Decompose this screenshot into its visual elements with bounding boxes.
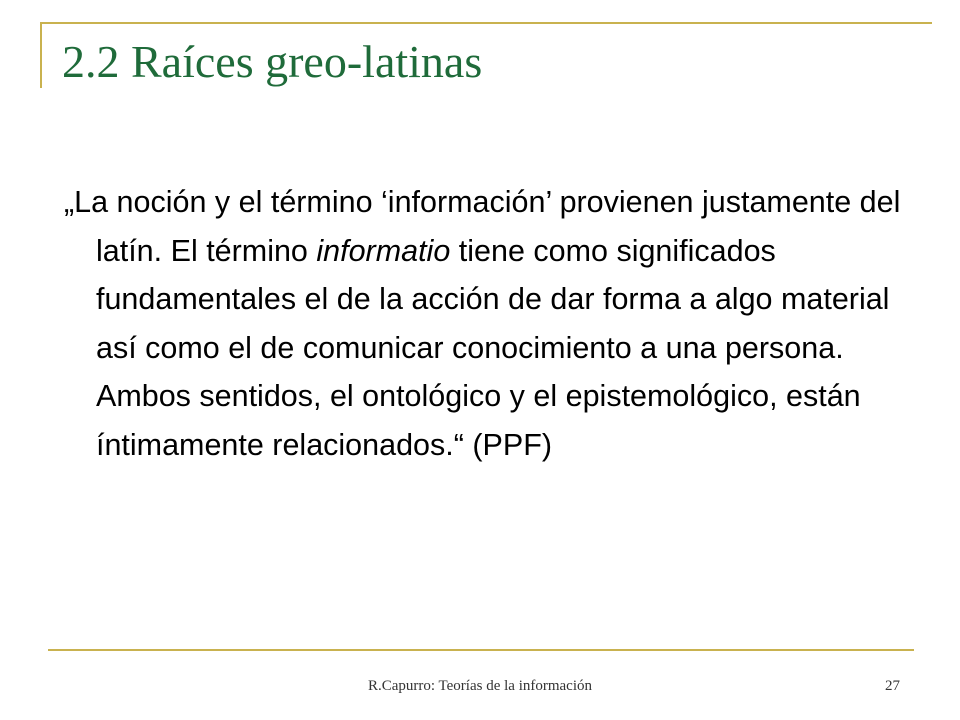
quote-text-end: tiene como significados fundamentales el de la acción de dar forma a algo material así como el de comunicar conocimiento a una persona. Ambos sentidos, el ontológico y el epistemológico, están íntimamente relacionados.“ (PPF) [96,233,890,462]
slide-title: 2.2 Raíces greo-latinas [62,36,483,87]
quote-emphasis: informatio [316,233,451,268]
quote-text-start: „La noción y el término ‘información’ provienen justamente del latín. El término [64,185,901,268]
top-rule [40,22,932,24]
page-number: 27 [885,678,900,694]
footer-text: R.Capurro: Teorías de la información [367,678,593,694]
left-rule [40,22,42,88]
bottom-rule [48,649,914,651]
quote-paragraph [64,178,938,469]
